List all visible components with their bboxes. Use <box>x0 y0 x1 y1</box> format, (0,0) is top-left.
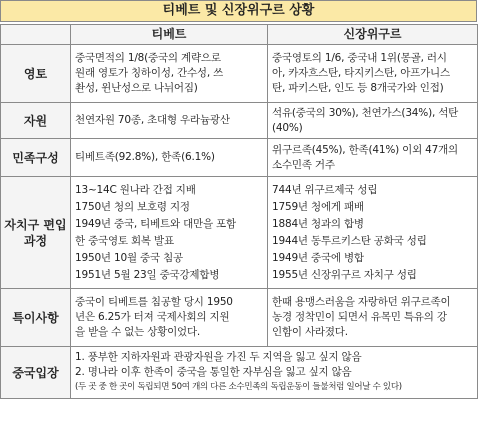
text-line: 2. 명나라 이후 한족이 중국을 통일한 자부심을 잃고 싶지 않음 <box>75 366 352 378</box>
text-line: 아, 카자흐스탄, 타지키스탄, 아프가니스 <box>272 67 450 79</box>
text-line: 한때 용맹스러움을 자랑하던 위구르족이 <box>272 296 451 308</box>
cell-xinjiang-incorporation <box>268 177 478 289</box>
text-line: 티베트족(92.8%), 한족(6.1%) <box>75 151 215 163</box>
row-incorporation <box>1 177 478 289</box>
text-line: 촨성, 윈난성으로 나뉘어짐) <box>75 82 198 94</box>
text-line: 중국이 티베트를 침공할 당시 1950 <box>75 296 233 308</box>
text-line: 인함이 사라졌다. <box>272 326 348 338</box>
text-line: 1884년 청과의 합병 <box>272 217 364 230</box>
text-line: (40%) <box>272 121 303 134</box>
footnote: (두 곳 중 한 곳이 독립되면 50여 개의 다른 소수민족의 독립운동이 들불처럼 일어날 수 있다) <box>75 382 402 392</box>
text-line: 1950년 10월 중국 침공 <box>75 251 183 264</box>
row-ethnicity <box>1 139 478 177</box>
text-line: 1949년 중국에 병합 <box>272 251 364 264</box>
cell-xinjiang-resources <box>268 103 478 139</box>
cell-xinjiang-notes <box>268 289 478 347</box>
text-line: 744년 위구르제국 성립 <box>272 183 378 196</box>
cell-xinjiang-ethnicity <box>268 139 478 177</box>
text-line: 탄, 파키스탄, 인도 등 8개국가와 인접) <box>272 82 444 94</box>
text-line: 1759년 청에게 패배 <box>272 200 364 213</box>
text-line: 한 중국영토 회복 발표 <box>75 234 174 247</box>
text-line: 중국영토의 1/6, 중국내 1위(몽골, 러시 <box>272 52 447 64</box>
text-line: 13~14C 원나라 간접 지배 <box>75 183 196 196</box>
row-label-china-position: 중국입장 <box>1 347 71 399</box>
text-line: 년은 6.25가 터져 국제사회의 지원 <box>75 311 230 323</box>
cell-china-position <box>71 347 478 399</box>
row-label-territory: 영토 <box>1 45 71 103</box>
text-line: 1951년 5월 23일 중국강제합병 <box>75 268 220 281</box>
row-label-incorporation: 자치구 편입과정 <box>1 177 71 289</box>
text-line: 1750년 청의 보호령 지정 <box>75 200 190 213</box>
cell-tibet-ethnicity <box>71 139 268 177</box>
text-line: 1955년 신장위구르 자치구 성립 <box>272 268 417 281</box>
text-line: 1944년 동투르키스탄 공화국 성립 <box>272 234 427 247</box>
row-notes <box>1 289 478 347</box>
row-resources <box>1 103 478 139</box>
text-line: 1949년 중국, 티베트와 대만을 포함 <box>75 217 236 230</box>
text-line: 중국면적의 1/8(중국의 계략으로 <box>75 52 221 64</box>
row-label-notes: 특이사항 <box>1 289 71 347</box>
row-china-position <box>1 347 478 399</box>
text-line: 위구르족(45%), 한족(41%) 이외 47개의 <box>272 143 459 156</box>
row-label-ethnicity: 민족구성 <box>1 139 71 177</box>
cell-tibet-resources <box>71 103 268 139</box>
cell-tibet-notes <box>71 289 268 347</box>
row-territory <box>1 45 478 103</box>
table-title: 티베트 및 신장위구르 상황 <box>0 0 477 22</box>
text-line: 소수민족 거주 <box>272 158 335 171</box>
text-line: 을 받을 수 없는 상황이었다. <box>75 326 201 338</box>
header-xinjiang: 신장위구르 <box>268 25 478 45</box>
header-empty <box>1 25 71 45</box>
text-line: 농경 정착민이 되면서 유목민 특유의 강 <box>272 311 447 323</box>
text-line: 석유(중국의 30%), 천연가스(34%), 석탄 <box>272 106 459 119</box>
text-line: 1. 풍부한 지하자원과 관광자원을 가진 두 지역을 잃고 싶지 않음 <box>75 351 362 363</box>
text-line: 천연자원 70종, 초대형 우라늄광산 <box>75 114 230 126</box>
header-row <box>1 25 478 45</box>
header-tibet: 티베트 <box>71 25 268 45</box>
cell-tibet-territory <box>71 45 268 103</box>
row-label-resources: 자원 <box>1 103 71 139</box>
cell-tibet-incorporation <box>71 177 268 289</box>
text-line: 원래 영토가 칭하이성, 간수성, 쓰 <box>75 67 224 79</box>
cell-xinjiang-territory <box>268 45 478 103</box>
comparison-table <box>0 24 478 399</box>
